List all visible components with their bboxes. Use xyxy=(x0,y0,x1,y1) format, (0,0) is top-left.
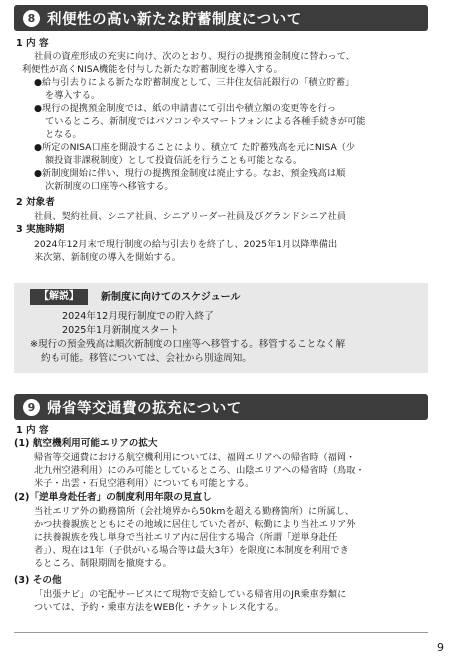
item-2-line-1: 当社エリア外の勤務箇所（会社境界から50kmを超える勤務箇所）に所属し、 xyxy=(34,506,354,517)
explanation-box xyxy=(14,283,428,373)
bullet-2-line-2: ているところ、新制度ではパソコンやスマートフォンによる各種手続きが可能 xyxy=(45,116,366,127)
section-8-title: 利便性の高い新たな貯蓄制度について xyxy=(47,11,302,28)
section-8-header xyxy=(14,5,428,31)
page-number: 9 xyxy=(437,641,444,654)
explanation-label: 【解説】 xyxy=(30,289,88,305)
schedule-item-2: 2025年1月新制度スタート xyxy=(62,325,179,336)
section-8-content-heading: 1 内 容 xyxy=(16,38,49,49)
bullet-4-line-2: 次新制度の口座等へ移管する。 xyxy=(45,181,174,192)
target-heading: 2 対象者 xyxy=(16,197,55,208)
item-1-line-2: 北九州空港利用）にのみ可能としているところ、山陰エリアへの帰省時（鳥取・ xyxy=(34,465,365,476)
section-9-content-heading: 1 内 容 xyxy=(16,425,49,436)
bullet-1-line-2: を導入する。 xyxy=(45,90,101,101)
bullet-3-line-1: ●所定のNISA口座を開設することにより、積立て た貯蓄残高を元にNISA（少 xyxy=(34,142,356,153)
section-9-number: 9 xyxy=(23,399,40,416)
schedule-item-1: 2024年12月現行制度での貯入終了 xyxy=(62,311,214,322)
explanation-note-line-1: ※現行の預金残高は順次新制度の口座等へ移管する。移管することなく解 xyxy=(30,339,346,350)
bullet-4-line-1: ●新制度開始に伴い、現行の提携預金制度は廃止する。なお、預金残高は順 xyxy=(34,168,346,179)
bullet-2-line-3: となる。 xyxy=(45,129,82,140)
item-2-line-3: に扶養親族を残し単身で当社エリア内に居住する場合（所謂「逆単身赴任 xyxy=(34,532,338,543)
item-2-line-5: るところ、制限期間を撤廃する。 xyxy=(34,558,172,569)
item-3-line-1: 「出張ナビ」の宅配サービスにて現物で支給している帰省用のJR乗車券類に xyxy=(34,589,347,600)
section-8-intro-line-2: 利便性が高くNISA機能を付与した新たな貯蓄制度を導入する。 xyxy=(22,64,283,75)
item-2-line-4: 者」）、現在は1年（子供がいる場合等は最大3年）を限度に本制度を利用でき xyxy=(34,545,349,556)
timing-line-2: 来次第、新制度の導入を開始する。 xyxy=(34,252,181,263)
footer-divider xyxy=(14,632,428,633)
bullet-3-line-2: 額投資非課税制度）として投資信託を行うことも可能となる。 xyxy=(45,155,303,166)
item-2-line-2: かつ扶養親族とともにその地域に居住していた者が、転勤により当社エリア外 xyxy=(34,519,356,530)
item-3-line-2: ついては、予約・乗車方法をWEB化・チケットレス化する。 xyxy=(34,602,284,613)
timing-heading: 3 実施時期 xyxy=(16,224,65,235)
item-2-heading: (2)「逆単身赴任者」の制度利用年限の見直し xyxy=(14,492,212,503)
item-1-line-1: 帰省等交通費における航空機利用については、福岡エリアへの帰省時（福岡・ xyxy=(34,452,356,463)
schedule-title: 新制度に向けてのスケジュール xyxy=(101,292,241,303)
timing-line-1: 2024年12月末で現行制度の給与引去りを終了し、2025年1月以降準備出 xyxy=(34,239,338,250)
section-9-header xyxy=(14,394,428,420)
item-1-line-3: 米子・出雲・石見空港利用）についても可能とする。 xyxy=(34,478,255,489)
bullet-2-line-1: ●現行の提携預金制度では、紙の申請書にて引出や積立額の変更等を行っ xyxy=(34,103,337,114)
item-1-heading: (1) 航空機利用可能エリアの拡大 xyxy=(14,438,158,449)
target-text: 社員、契約社員、シニア社員、シニアリーダー社員及びグランドシニア社員 xyxy=(34,211,347,222)
section-8-number: 8 xyxy=(23,10,40,27)
bullet-1-line-1: ●給与引去りによる新たな貯蓄制度として、三井住友信託銀行の「積立貯蓄」 xyxy=(34,77,355,88)
section-9-title: 帰省等交通費の拡充について xyxy=(47,400,242,417)
explanation-note-line-2: 約も可能。移管については、会社から別途周知。 xyxy=(41,353,252,364)
section-8-intro-line-1: 社員の資産形成の充実に向け、次のとおり、現行の提携預金制度に替わって、 xyxy=(34,51,355,62)
item-3-heading: (3) その他 xyxy=(14,575,62,586)
